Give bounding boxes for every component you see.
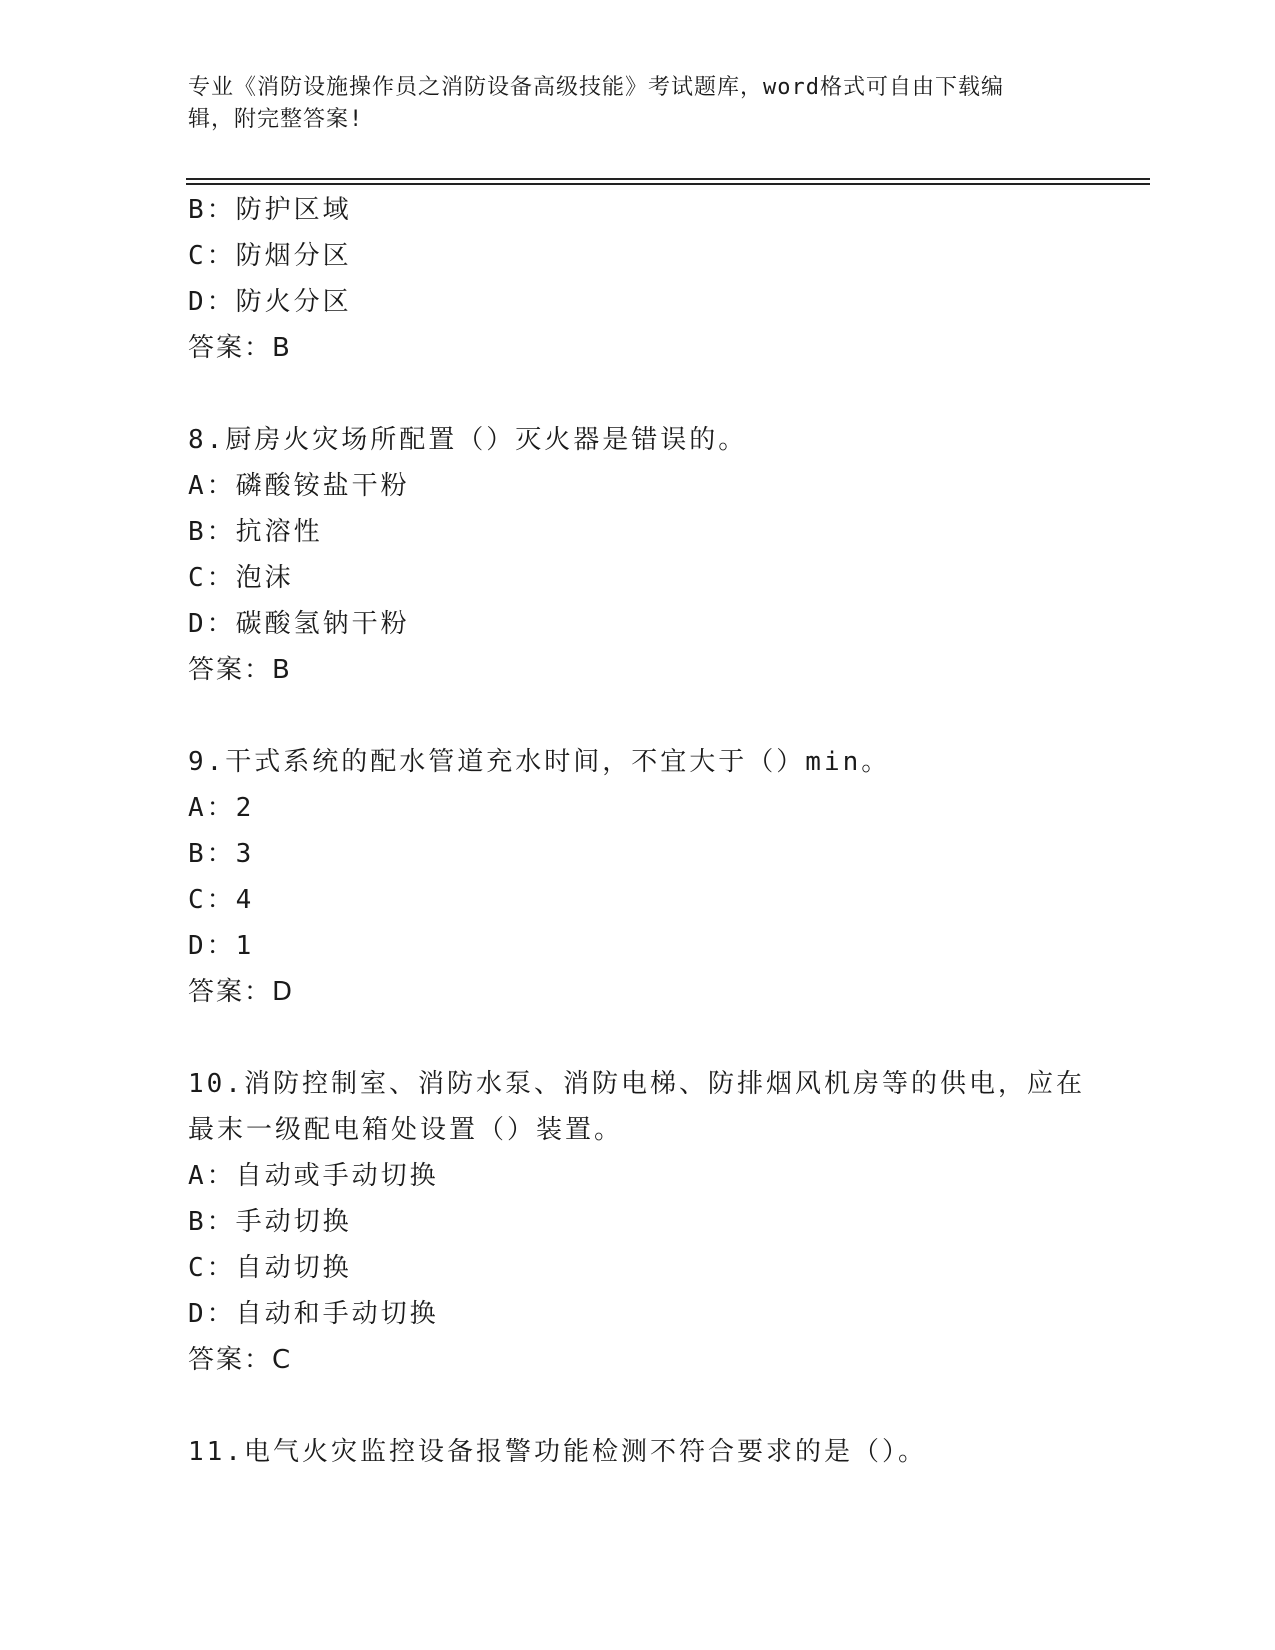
question-9	[188, 739, 1088, 1015]
option-c: C：自动切换	[188, 1253, 352, 1283]
option-a: A：自动或手动切换	[188, 1161, 439, 1191]
question-list	[188, 187, 1088, 1475]
question-10	[188, 1061, 1088, 1383]
option-c: C：4	[188, 885, 255, 915]
option-d: D：碳酸氢钠干粉	[188, 609, 410, 639]
question-stem-line-2: 最末一级配电箱处设置（）装置。	[188, 1115, 624, 1145]
header-divider-top	[186, 178, 1150, 180]
option-b: B：3	[188, 839, 255, 869]
option-a: A：2	[188, 793, 255, 823]
answer-line: 答案：D	[188, 977, 295, 1007]
answer-line: 答案：B	[188, 655, 292, 685]
answer-line: 答案：C	[188, 1345, 293, 1375]
option-a: A：磷酸铵盐干粉	[188, 471, 410, 501]
question-8	[188, 417, 1088, 693]
spacer	[188, 693, 1088, 739]
answer-line: 答案：B	[188, 333, 292, 363]
option-d: D：防火分区	[188, 287, 352, 317]
option-d: D：1	[188, 931, 255, 961]
option-c: C：泡沫	[188, 563, 294, 593]
spacer	[188, 1383, 1088, 1429]
document-header	[188, 72, 1068, 136]
question-stem-line-1: 10.消防控制室、消防水泵、消防电梯、防排烟风机房等的供电，应在	[188, 1069, 1085, 1099]
question-stem: 11.电气火灾监控设备报警功能检测不符合要求的是（）。	[188, 1437, 927, 1467]
option-c: C：防烟分区	[188, 241, 352, 271]
question-stem: 8.厨房火灾场所配置（）灭火器是错误的。	[188, 425, 748, 455]
header-divider-bottom	[186, 183, 1150, 185]
header-line-1: 专业《消防设施操作员之消防设备高级技能》考试题库，word格式可自由下载编	[188, 75, 1004, 100]
option-b: B：防护区域	[188, 195, 352, 225]
spacer	[188, 1015, 1088, 1061]
option-b: B：抗溶性	[188, 517, 323, 547]
question-stem: 9.干式系统的配水管道充水时间，不宜大于（）min。	[188, 747, 891, 777]
spacer	[188, 371, 1088, 417]
question-7	[188, 187, 1088, 371]
question-11	[188, 1429, 1088, 1475]
option-d: D：自动和手动切换	[188, 1299, 439, 1329]
option-b: B：手动切换	[188, 1207, 352, 1237]
header-line-2: 辑，附完整答案!	[188, 107, 364, 132]
